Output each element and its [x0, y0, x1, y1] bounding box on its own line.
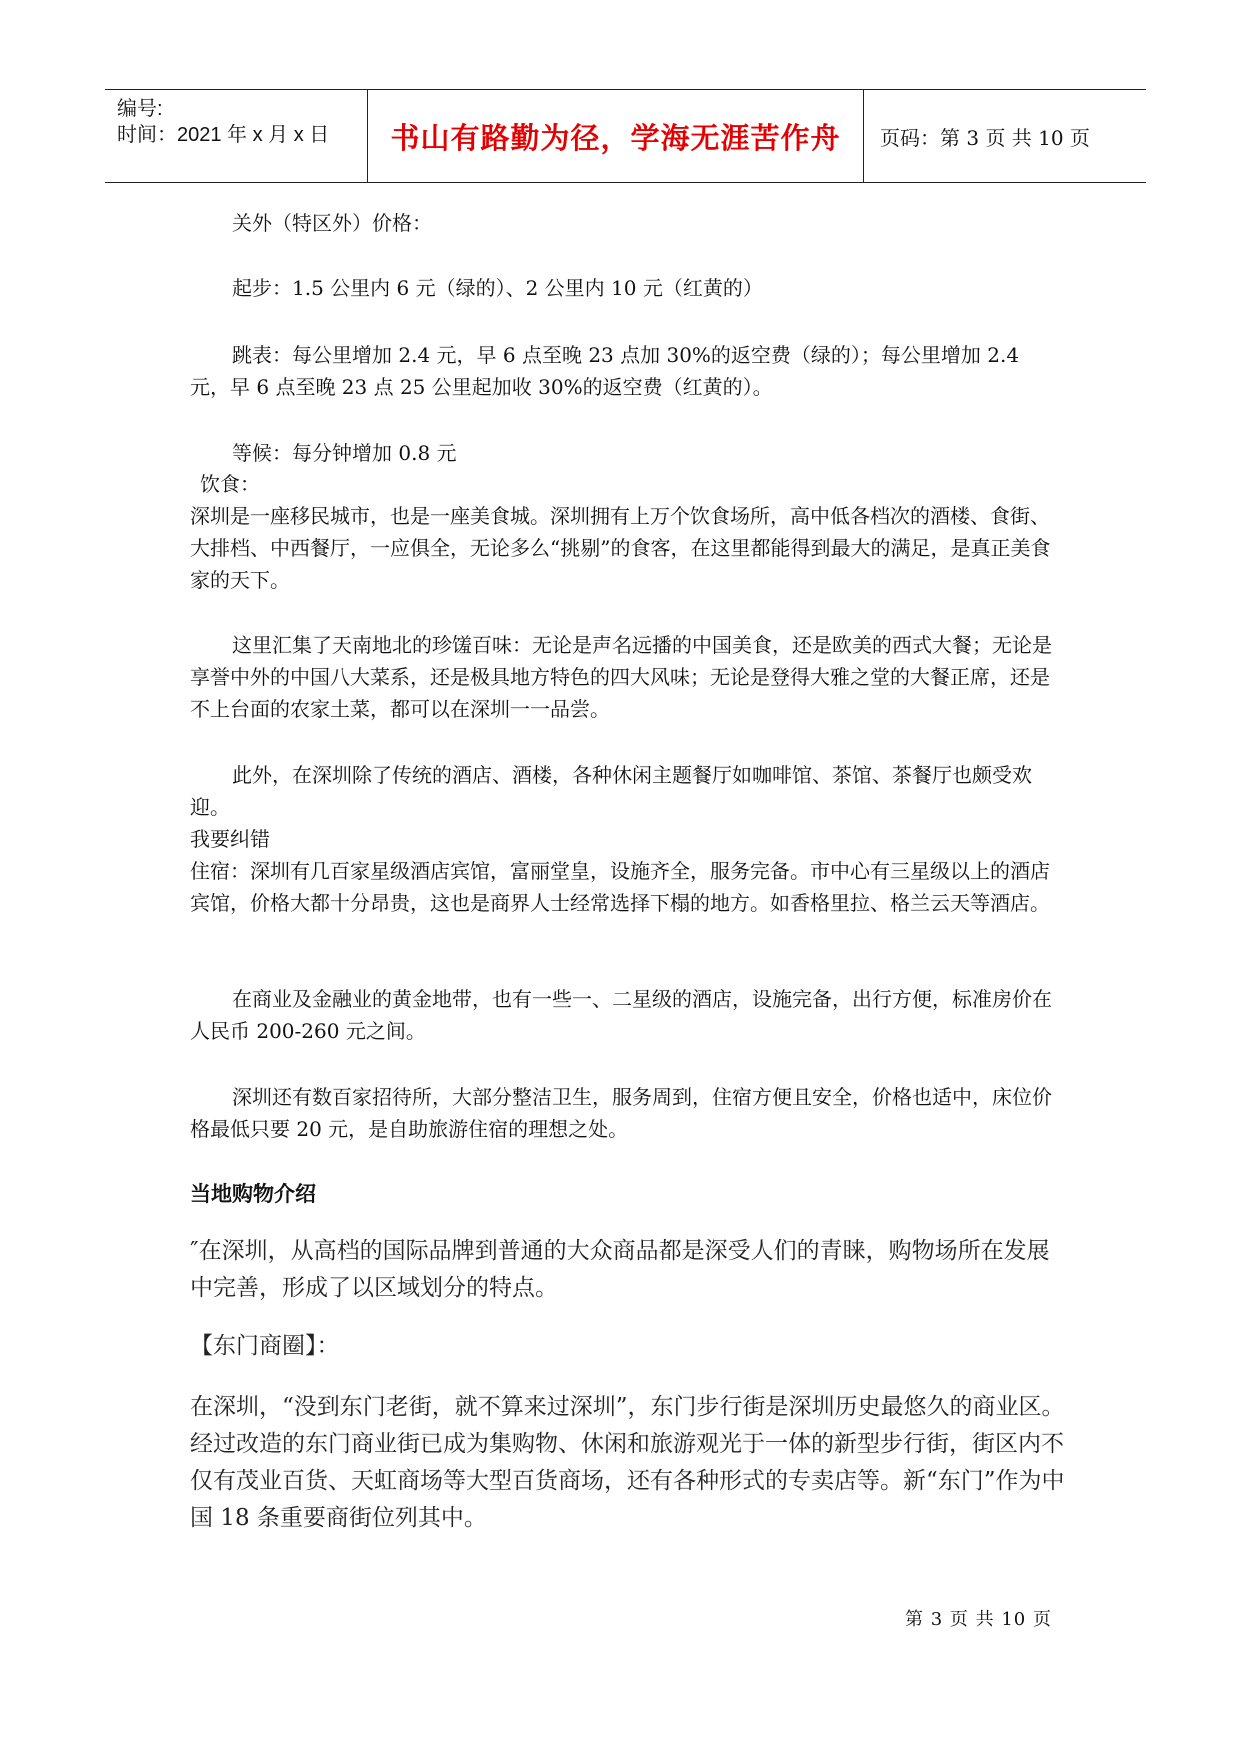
header-page-cell — [864, 90, 1146, 182]
header-page-label: 页码：第 3 页 共 10 页 — [880, 125, 1090, 150]
lodging-paragraph-2: 在商业及金融业的黄金地带，也有一些一、二星级的酒店，设施完备，出行方便，标准房价在人民币 200-260 元之间。 — [190, 987, 1052, 1043]
header-table — [105, 89, 1146, 183]
dongmen-paragraph: 在深圳，“没到东门老街，就不算来过深圳”，东门步行街是深圳历史最悠久的商业区。经过改造的东门商业街已成为集购物、休闲和旅游观光于一体的新型步行街，街区内不仅有茂业百货、天虹商场等大型百货商场，还有各种形式的专卖店等。新“东门”作为中国 18 条重要商街位列其中。 — [190, 1394, 1065, 1531]
motto: 书山有路勤为径，学海无涯苦作舟 — [390, 120, 841, 155]
taxi-start-fare: 起步：1.5 公里内 6 元（绿的）、2 公里内 10 元（红黄的） — [232, 276, 763, 300]
lodging-paragraph-3: 深圳还有数百家招待所，大部分整洁卫生，服务周到，住宿方便且安全，价格也适中，床位价格最低只要 20 元，是自助旅游住宿的理想之处。 — [190, 1085, 1052, 1141]
food-paragraph-1: 深圳是一座移民城市，也是一座美食城。深圳拥有上万个饮食场所，高中低各档次的酒楼、食街、大排档、中西餐厅，一应俱全，无论多么“挑剔”的食客，在这里都能得到最大的满足，是真正美食家的天下。 — [190, 504, 1051, 592]
taxi-wait-fare: 等候：每分钟增加 0.8 元 — [232, 441, 457, 465]
shopping-heading: 当地购物介绍 — [190, 1182, 316, 1206]
lodging-paragraph-1: 住宿：深圳有几百家星级酒店宾馆，富丽堂皇，设施齐全，服务完备。市中心有三星级以上的酒店宾馆，价格大都十分昂贵，这也是商界人士经常选择下榻的地方。如香格里拉、格兰云天等酒店。 — [190, 859, 1050, 915]
food-title: 饮食： — [200, 472, 260, 496]
header-info-cell — [105, 90, 368, 182]
page-footer: 第 3 页 共 10 页 — [905, 1609, 1052, 1630]
taxi-meter-fare: 跳表：每公里增加 2.4 元，早 6 点至晚 23 点加 30%的返空费（绿的）；每公里增加 2.4 元，早 6 点至晚 23 点 25 公里起加收 30%的返空费（红黄的）。 — [190, 343, 1020, 399]
district-title: 【东门商圈】： — [190, 1333, 340, 1359]
correction-link[interactable]: 我要纠错 — [190, 827, 270, 851]
food-paragraph-2: 这里汇集了天南地北的珍馐百味：无论是声名远播的中国美食，还是欧美的西式大餐；无论是享誉中外的中国八大菜系，还是极具地方特色的四大风味；无论是登得大雅之堂的大餐正席，还是不上台面的农家土菜，都可以在深圳一一品尝。 — [190, 633, 1052, 721]
shopping-intro: ″在深圳，从高档的国际品牌到普通的大众商品都是深受人们的青睐，购物场所在发展中完善，形成了以区域划分的特点。 — [190, 1238, 1050, 1301]
taxi-outside-title: 关外（特区外）价格： — [232, 211, 432, 235]
time-label: 时间：2021 年 x 月 x 日 — [117, 124, 330, 146]
serial-label: 编号: — [117, 98, 163, 120]
food-paragraph-3: 此外，在深圳除了传统的酒店、酒楼，各种休闲主题餐厅如咖啡馆、茶馆、茶餐厅也颇受欢迎。 — [190, 763, 1032, 819]
header-motto-cell — [368, 90, 864, 182]
